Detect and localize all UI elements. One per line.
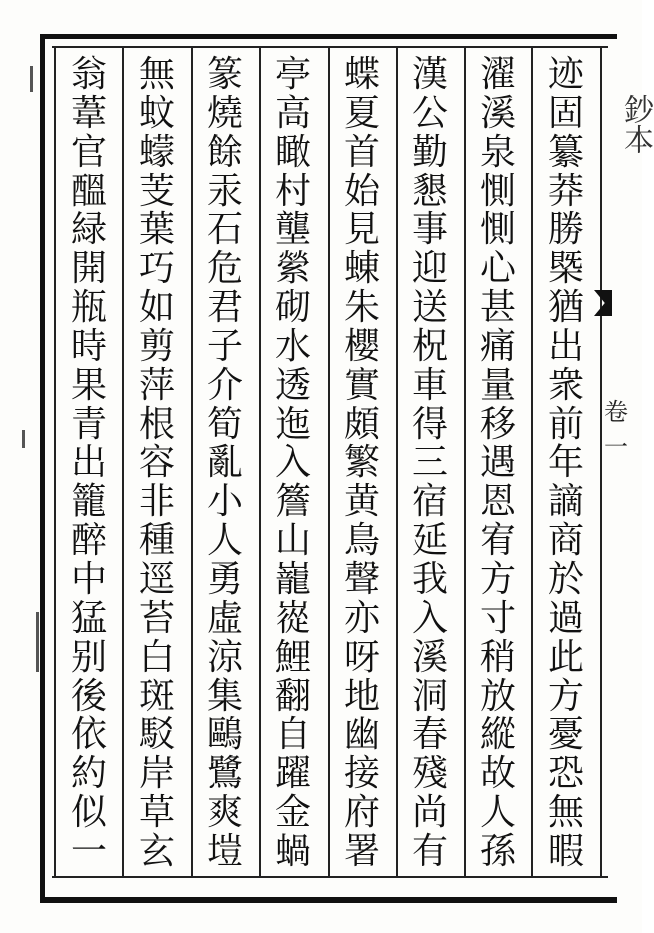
glyph: 亭	[274, 54, 311, 95]
glyph: 人	[206, 520, 243, 562]
column-rule	[531, 48, 533, 876]
glyph: 莽	[547, 170, 584, 212]
glyph: 始	[343, 170, 380, 212]
glyph: 鷗	[206, 714, 243, 756]
glyph: 青	[70, 403, 107, 445]
bottom-rule	[52, 876, 608, 878]
glyph: 虛	[206, 597, 243, 639]
glyph: 宥	[479, 520, 516, 562]
glyph: 漢	[411, 54, 448, 95]
column-rule	[54, 48, 56, 876]
glyph: 巃	[274, 558, 311, 600]
glyph: 勇	[206, 558, 243, 600]
glyph: 甚	[479, 287, 516, 329]
glyph: 人	[479, 792, 516, 834]
text-column-5	[262, 56, 324, 870]
glyph: 瞰	[274, 131, 311, 173]
column-rule	[191, 48, 193, 876]
glyph: 惻	[479, 209, 516, 251]
glyph: 水	[274, 325, 311, 367]
glyph: 鷺	[206, 753, 243, 795]
glyph: 村	[274, 170, 311, 212]
text-column-1	[535, 56, 597, 870]
glyph: 非	[138, 481, 175, 523]
glyph: 放	[479, 675, 516, 717]
glyph: 鳥	[343, 520, 380, 562]
glyph: 蝀	[343, 248, 380, 290]
glyph: 朱	[343, 287, 380, 329]
glyph: 洞	[411, 675, 448, 717]
glyph: 亦	[343, 597, 380, 639]
text-column-4	[331, 56, 393, 870]
glyph: 子	[206, 325, 243, 367]
glyph: 迹	[547, 54, 584, 95]
glyph: 君	[206, 287, 243, 329]
glyph: 有	[411, 830, 448, 872]
glyph: 鯉	[274, 636, 311, 678]
glyph: 宿	[411, 481, 448, 523]
glyph: 簷	[274, 481, 311, 523]
glyph: 尚	[411, 792, 448, 834]
glyph: 草	[138, 792, 175, 834]
fore-edge-margin	[612, 34, 653, 892]
glyph: 濯	[479, 54, 516, 95]
glyph: 迤	[274, 403, 311, 445]
glyph: 約	[70, 753, 107, 795]
glyph: 官	[70, 131, 107, 173]
glyph: 事	[411, 209, 448, 251]
glyph: 後	[70, 675, 107, 717]
glyph: 此	[547, 636, 584, 678]
glyph: 開	[70, 248, 107, 290]
glyph: 得	[411, 403, 448, 445]
glyph: 高	[274, 92, 311, 134]
glyph: 逕	[138, 558, 175, 600]
glyph: 勤	[411, 131, 448, 173]
glyph: 公	[411, 92, 448, 134]
glyph: 衆	[547, 364, 584, 406]
glyph: 槩	[547, 248, 584, 290]
glyph: 實	[343, 364, 380, 406]
glyph: 我	[411, 558, 448, 600]
glyph: 稍	[479, 636, 516, 678]
glyph: 謫	[547, 481, 584, 523]
glyph: 府	[343, 792, 380, 834]
scan-mark	[36, 612, 39, 672]
glyph: 砌	[274, 287, 311, 329]
glyph: 透	[274, 364, 311, 406]
glyph: 金	[274, 792, 311, 834]
glyph: 過	[547, 597, 584, 639]
glyph: 出	[70, 442, 107, 484]
glyph: 纂	[547, 131, 584, 173]
glyph: 懇	[411, 170, 448, 212]
glyph: 躍	[274, 753, 311, 795]
glyph: 故	[479, 753, 516, 795]
glyph: 繁	[343, 442, 380, 484]
glyph: 固	[547, 92, 584, 134]
glyph: 壟	[274, 209, 311, 251]
column-rule	[122, 48, 124, 876]
glyph: 入	[274, 442, 311, 484]
glyph: 聲	[343, 558, 380, 600]
glyph: 汞	[206, 170, 243, 212]
glyph: 猶	[547, 287, 584, 329]
glyph: 見	[343, 209, 380, 251]
column-rule	[396, 48, 398, 876]
glyph: 櫻	[343, 325, 380, 367]
glyph: 燒	[206, 92, 243, 134]
glyph: 溪	[479, 92, 516, 134]
glyph: 溪	[411, 636, 448, 678]
glyph: 一	[70, 830, 107, 872]
top-rule	[52, 46, 608, 48]
glyph: 惻	[479, 170, 516, 212]
glyph: 延	[411, 520, 448, 562]
glyph: 無	[138, 54, 175, 95]
glyph: 芰	[138, 170, 175, 212]
glyph: 剪	[138, 325, 175, 367]
glyph: 根	[138, 403, 175, 445]
glyph: 方	[547, 675, 584, 717]
glyph: 於	[547, 558, 584, 600]
column-rule	[259, 48, 261, 876]
glyph: 萍	[138, 364, 175, 406]
glyph: 蝶	[343, 54, 380, 95]
glyph: 瓶	[70, 287, 107, 329]
scan-mark	[22, 430, 25, 448]
scan-mark	[30, 66, 33, 92]
glyph: 恩	[479, 481, 516, 523]
glyph: 暇	[547, 830, 584, 872]
glyph: 夏	[343, 92, 380, 134]
glyph: 痛	[479, 325, 516, 367]
glyph: 量	[479, 364, 516, 406]
glyph: 爽	[206, 792, 243, 834]
glyph: 篆	[206, 54, 243, 95]
glyph: 接	[343, 753, 380, 795]
glyph: 自	[274, 714, 311, 756]
glyph: 送	[411, 287, 448, 329]
glyph: 猛	[70, 597, 107, 639]
glyph: 蝸	[274, 830, 311, 872]
glyph: 介	[206, 364, 243, 406]
glyph: 山	[274, 520, 311, 562]
glyph: 春	[411, 714, 448, 756]
glyph: 白	[138, 636, 175, 678]
glyph: 車	[411, 364, 448, 406]
glyph: 如	[138, 287, 175, 329]
glyph: 三	[411, 442, 448, 484]
text-column-2	[467, 56, 529, 870]
glyph: 石	[206, 209, 243, 251]
glyph: 餘	[206, 131, 243, 173]
glyph: 署	[343, 830, 380, 872]
glyph: 蚊	[138, 92, 175, 134]
glyph: 憂	[547, 714, 584, 756]
glyph: 地	[343, 675, 380, 717]
glyph: 移	[479, 403, 516, 445]
glyph: 遇	[479, 442, 516, 484]
glyph: 籠	[70, 481, 107, 523]
column-rule	[464, 48, 466, 876]
glyph: 似	[70, 792, 107, 834]
glyph: 商	[547, 520, 584, 562]
glyph: 柷	[411, 325, 448, 367]
column-rule	[600, 48, 602, 876]
glyph: 蠓	[138, 131, 175, 173]
glyph: 駁	[138, 714, 175, 756]
text-column-3	[399, 56, 461, 870]
glyph: 岸	[138, 753, 175, 795]
glyph: 依	[70, 714, 107, 756]
glyph: 心	[479, 248, 516, 290]
margin-fragment: 鈔本	[618, 94, 653, 154]
glyph: 集	[206, 675, 243, 717]
glyph: 果	[70, 364, 107, 406]
glyph: 緑	[70, 209, 107, 251]
glyph: 危	[206, 248, 243, 290]
glyph: 迎	[411, 248, 448, 290]
glyph: 殘	[411, 753, 448, 795]
glyph: 筍	[206, 403, 243, 445]
glyph: 斑	[138, 675, 175, 717]
glyph: 黄	[343, 481, 380, 523]
glyph: 孫	[479, 830, 516, 872]
glyph: 亂	[206, 442, 243, 484]
glyph: 葉	[138, 209, 175, 251]
column-rule	[328, 48, 330, 876]
glyph: 嵸	[274, 597, 311, 639]
glyph: 涼	[206, 636, 243, 678]
glyph: 葦	[70, 92, 107, 134]
glyph: 種	[138, 520, 175, 562]
text-column-6	[194, 56, 256, 870]
glyph: 别	[70, 636, 107, 678]
text-column-7	[126, 56, 188, 870]
glyph: 恐	[547, 753, 584, 795]
glyph: 時	[70, 325, 107, 367]
glyph: 勝	[547, 209, 584, 251]
juan-label: 卷一	[604, 398, 628, 461]
glyph: 容	[138, 442, 175, 484]
glyph: 入	[411, 597, 448, 639]
glyph: 塏	[206, 830, 243, 872]
glyph: 玄	[138, 830, 175, 872]
glyph: 方	[479, 558, 516, 600]
text-column-8	[58, 56, 120, 870]
glyph: 呀	[343, 636, 380, 678]
glyph: 縈	[274, 248, 311, 290]
glyph: 苔	[138, 597, 175, 639]
glyph: 頗	[343, 403, 380, 445]
glyph: 首	[343, 131, 380, 173]
glyph: 翁	[70, 54, 107, 95]
glyph: 小	[206, 481, 243, 523]
glyph: 前	[547, 403, 584, 445]
glyph: 年	[547, 442, 584, 484]
glyph: 中	[70, 558, 107, 600]
glyph: 醞	[70, 170, 107, 212]
glyph: 寸	[479, 597, 516, 639]
glyph: 泉	[479, 131, 516, 173]
glyph: 幽	[343, 714, 380, 756]
glyph: 出	[547, 325, 584, 367]
glyph: 縱	[479, 714, 516, 756]
glyph: 無	[547, 792, 584, 834]
glyph: 巧	[138, 248, 175, 290]
glyph: 翻	[274, 675, 311, 717]
glyph: 醉	[70, 520, 107, 562]
